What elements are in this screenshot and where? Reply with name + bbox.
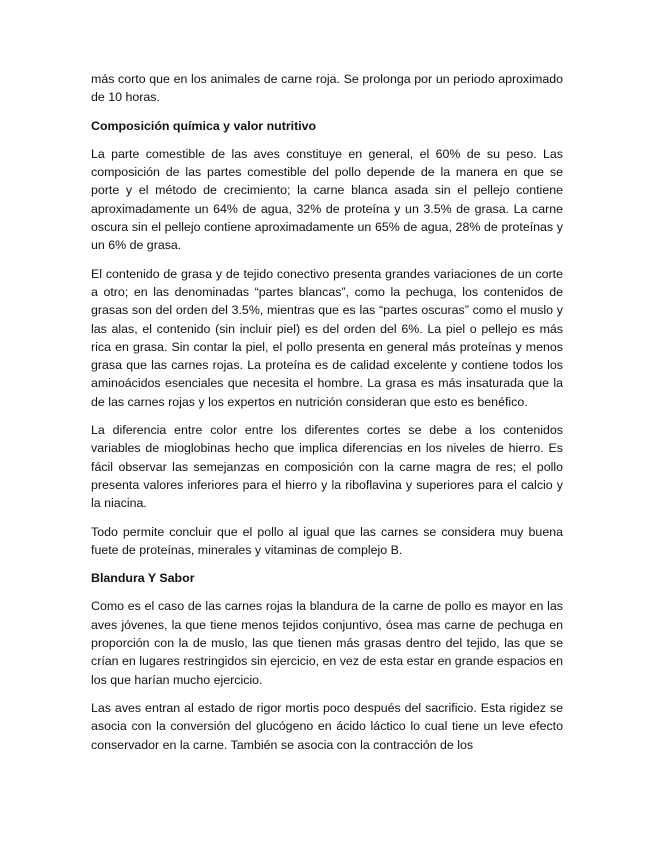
paragraph-continuation: más corto que en los animales de carne roja. Se prolonga por un periodo aproximado de 10 horas. [91,72,563,105]
paragraph: La parte comestible de las aves constituye en general, el 60% de su peso. Las composición de las partes comestible del pollo depende de la manera en que se porte y el método de crecimiento; la carne blanca asada sin el pellejo contiene aproximadamente un 64% de agua, 32% de proteína y un 3.5% de grasa. La carne oscura sin el pellejo contiene aproximadamente un 65% de agua, 28% de proteínas y un 6% de grasa. [91,146,563,253]
paragraph: Como es el caso de las carnes rojas la blandura de la carne de pollo es mayor en las aves jóvenes, la que tiene menos tejidos conjuntivo, ósea mas carne de pechuga en proporción con la de muslo, las que tienen más grasas dentro del tejido, las que se crían en lugares restringidos sin ejercicio, en vez de esta estar en grande espacios en los que harían mucho ejercicio. [91,599,563,687]
paragraph: Las aves entran al estado de rigor mortis poco después del sacrificio. Esta rigidez se asocia con la conversión del glucógeno en ácido láctico lo cual tiene un leve efecto conservador en la carne. También se asocia con la contracción de los [91,700,563,752]
paragraph: La diferencia entre color entre los diferentes cortes se debe a los contenidos variables de mioglobinas hecho que implica diferencias en los niveles de hierro. Es fácil observar las semejanzas en composición con la carne magra de res; el pollo presenta valores inferiores para el hierro y la riboflavina y superiores para el calcio y la niacina. [91,423,563,511]
section-heading-composicion: Composición química y valor nutritivo [91,118,317,133]
document-page [91,70,563,764]
section-heading-blandura: Blandura Y Sabor [91,571,195,586]
paragraph: El contenido de grasa y de tejido conectivo presenta grandes variaciones de un corte a otro; en las denominadas “partes blancas”, como la pechuga, los contenidos de grasas son del orden del 3.5%, mientras que es las “partes oscuras” como el muslo y las alas, el contenido (sin incluir piel) es del orden del 6%. La piel o pellejo es más rica en grasa. Sin contar la piel, el pollo presenta en general más proteínas y menos grasa que las carnes rojas. La proteína es de calidad excelente y contiene todos los aminoácidos esenciales que necesita el hombre. La grasa es más insaturada que la de las carnes rojas y los expertos en nutrición consideran que esto es benéfico. [91,266,563,409]
paragraph: Todo permite concluir que el pollo al igual que las carnes se considera muy buena fuete de proteínas, minerales y vitaminas de complejo B. [91,524,563,557]
